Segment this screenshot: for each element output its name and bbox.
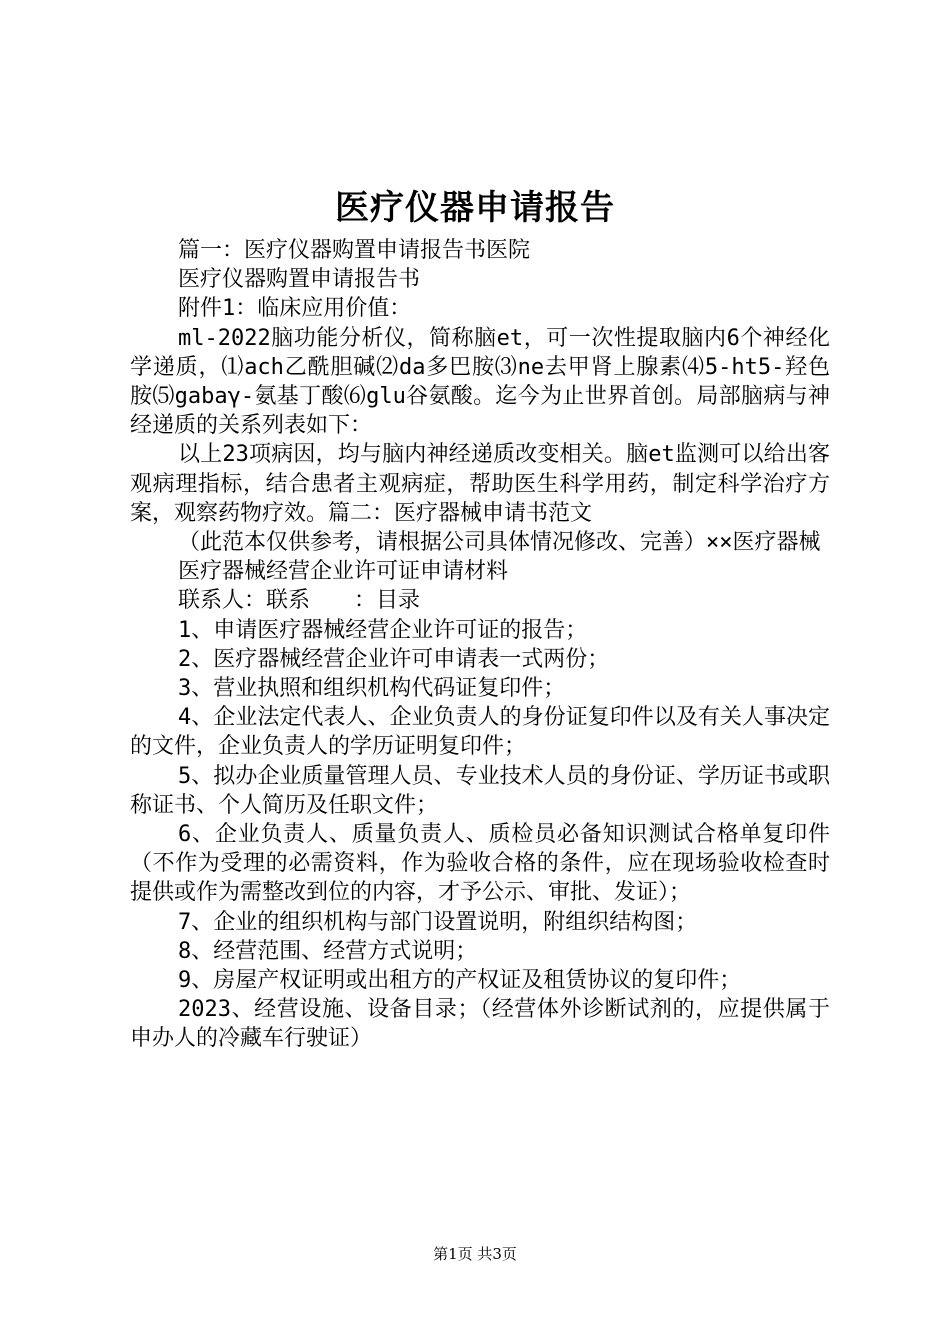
paragraph: 以上23项病因，均与脑内神经递质改变相关。脑et监测可以给出客观病理指标，结合患者主观病症，帮助医生科学用药，制定科学治疗方案，观察药物疗效。篇二：医疗器械申请书范文: [130, 442, 830, 526]
list-item: 3、营业执照和组织机构代码证复印件；: [178, 676, 566, 702]
document-body: [130, 236, 830, 1054]
paragraph: 医疗仪器购置申请报告书: [178, 267, 421, 293]
paragraph: （此范本仅供参考，请根据公司具体情况修改、完善）××医疗器械: [178, 530, 821, 556]
paragraph: ml-2022脑功能分析仪，简称脑et，可一次性提取脑内6个神经化学递质，⑴ach乙酰胆碱⑵da多巴胺⑶ne去甲肾上腺素⑷5-ht5-羟色胺⑸gabaγ-氨基丁酸⑹glu谷氨酸。迄今为止世界首创。局部脑病与神经递质的关系列表如下：: [130, 325, 830, 439]
paragraph: 医疗器械经营企业许可证申请材料: [178, 559, 509, 585]
list-item: 9、房屋产权证明或出租方的产权证及租赁协议的复印件；: [178, 968, 742, 994]
list-item: 5、拟办企业质量管理人员、专业技术人员的身份证、学历证书或职称证书、个人简历及任职文件；: [130, 763, 830, 818]
list-item: 2、医疗器械经营企业许可申请表一式两份；: [178, 646, 610, 672]
paragraph: 附件1：临床应用价值：: [178, 296, 412, 322]
list-item: 1、申请医疗器械经营企业许可证的报告；: [178, 617, 588, 643]
list-item: 4、企业法定代表人、企业负责人的身份证复印件以及有关人事决定的文件，企业负责人的学历证明复印件；: [130, 705, 830, 760]
document-title: 医疗仪器申请报告: [335, 188, 615, 228]
page-number: 第1页 共3页: [433, 1245, 517, 1263]
paragraph: 篇一：医疗仪器购置申请报告书医院: [178, 238, 531, 263]
list-item: 2023、经营设施、设备目录；（经营体外诊断试剂的，应提供属于申办人的冷藏车行驶证）: [130, 997, 830, 1052]
list-item: 7、企业的组织机构与部门设置说明，附组织结构图；: [178, 909, 698, 935]
list-item: 6、企业负责人、质量负责人、质检员必备知识测试合格单复印件（不作为受理的必需资料，作为验收合格的条件，应在现场验收检查时提供或作为需整改到位的内容，才予公示、审批、发证）；: [130, 822, 830, 906]
paragraph: 联系人：联系 ：目录: [178, 588, 421, 614]
list-item: 8、经营范围、经营方式说明；: [178, 938, 478, 964]
